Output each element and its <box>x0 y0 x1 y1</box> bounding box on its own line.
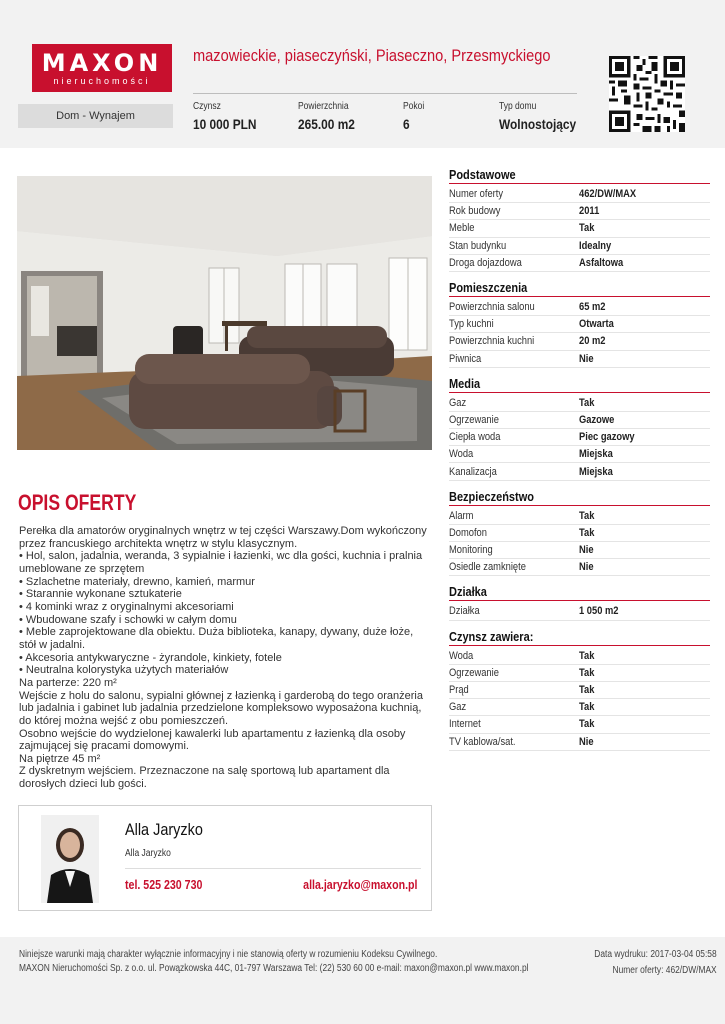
rent-field <box>193 101 268 132</box>
detail-value-text: 1 050 m2 <box>579 605 619 618</box>
description-line: stół w jadalni. <box>19 638 86 651</box>
description-line: • Wbudowane szafy i schowki w całym domu <box>19 613 237 626</box>
detail-value-text: Gazowe <box>579 413 615 426</box>
detail-row <box>449 525 710 542</box>
detail-value-text: Idealny <box>579 239 612 252</box>
description-line: • Neutralna kolorystyka użytych materiałów <box>19 664 229 677</box>
section-title <box>449 168 710 184</box>
detail-label-text: Domofon <box>449 526 487 539</box>
detail-value-text: Tak <box>579 396 595 409</box>
detail-label <box>449 527 579 539</box>
footer-print-date: Data wydruku: 2017-03-04 05:58 <box>594 949 717 960</box>
detail-label-text: Kanalizacja <box>449 465 497 478</box>
detail-row <box>449 559 710 576</box>
detail-label <box>449 397 579 409</box>
detail-value-text: Nie <box>579 735 594 748</box>
detail-label <box>449 257 579 269</box>
detail-value-text: Tak <box>579 684 595 697</box>
rooms-field <box>403 101 428 132</box>
details-section <box>449 281 710 368</box>
detail-row <box>449 446 710 463</box>
description-text <box>19 525 434 791</box>
header-divider <box>193 93 577 94</box>
detail-label <box>449 431 579 443</box>
agent-avatar <box>41 815 99 903</box>
detail-value <box>579 205 603 217</box>
header <box>0 0 725 148</box>
detail-row <box>449 734 710 751</box>
detail-value-text: Nie <box>579 561 594 574</box>
section-title <box>449 490 710 506</box>
description-line: Wejście z holu do salonu, sypialni głównej z łazienką i garderobą do tego oranżeria <box>19 689 423 702</box>
detail-value <box>579 605 625 617</box>
section-title-text: Bezpieczeństwo <box>449 489 534 504</box>
detail-label <box>449 701 579 713</box>
footer-company: MAXON Nieruchomości Sp. z o.o. ul. Powązkowska 44C, 01-797 Warszawa Tel: (22) 530 60 00 e-mail: maxon@maxon.pl www.maxon.pl <box>19 963 529 974</box>
detail-label <box>449 448 579 460</box>
detail-value <box>579 353 596 365</box>
detail-value-text: 2011 <box>579 205 600 218</box>
detail-label-text: Woda <box>449 649 474 662</box>
description-line: • Hol, salon, jadalnia, weranda, 3 sypialnie i łazienki, wc dla gości, kuchnia i pralnia <box>19 550 423 563</box>
detail-row <box>449 203 710 220</box>
detail-value-text: Otwarta <box>579 318 614 331</box>
description-line: • Meble zaprojektowane dla obiektu. Duża biblioteka, kanapy, dywany, duże łoże, <box>19 626 414 639</box>
rooms-label: Pokoi <box>403 101 425 112</box>
detail-value <box>579 527 597 539</box>
description-line: umeblowane ze sprzętem <box>19 562 145 575</box>
description-line: Z dyskretnym wejściem. Przeznaczone na salę sportową lub apartament dla <box>19 765 390 778</box>
detail-row <box>449 351 710 368</box>
area-field <box>298 101 365 132</box>
footer <box>0 937 725 1024</box>
detail-value <box>579 257 631 269</box>
detail-value <box>579 667 597 679</box>
details-section <box>449 585 710 620</box>
detail-label <box>449 561 579 573</box>
offer-type-badge: Dom - Wynajem <box>18 104 173 128</box>
property-details <box>449 168 710 760</box>
area-value: 265.00 m2 <box>298 116 355 132</box>
detail-row <box>449 665 710 682</box>
detail-row <box>449 682 710 699</box>
detail-label <box>449 301 579 313</box>
detail-row <box>449 255 710 272</box>
detail-label-text: Ogrzewanie <box>449 666 499 679</box>
detail-label-text: Ciepła woda <box>449 431 501 444</box>
detail-label-text: Meble <box>449 222 475 235</box>
section-title-text: Media <box>449 376 481 391</box>
detail-value-text: Tak <box>579 526 595 539</box>
detail-label <box>449 205 579 217</box>
detail-label <box>449 718 579 730</box>
detail-value-text: Asfaltowa <box>579 256 624 269</box>
detail-label-text: Woda <box>449 448 474 461</box>
detail-label-text: Numer oferty <box>449 188 504 201</box>
detail-label <box>449 544 579 556</box>
detail-label <box>449 335 579 347</box>
detail-value-text: 462/DW/MAX <box>579 188 637 201</box>
detail-value-text: Piec gazowy <box>579 431 635 444</box>
detail-label <box>449 414 579 426</box>
detail-label <box>449 736 579 748</box>
detail-label-text: Działka <box>449 605 480 618</box>
house-type-label: Typ domu <box>499 101 537 112</box>
detail-value-text: 20 m2 <box>579 335 606 348</box>
detail-label <box>449 650 579 662</box>
detail-label <box>449 605 579 617</box>
detail-value <box>579 466 619 478</box>
detail-value <box>579 318 620 330</box>
section-title <box>449 281 710 297</box>
detail-row <box>449 186 710 203</box>
detail-value-text: 65 m2 <box>579 301 606 314</box>
details-section <box>449 490 710 577</box>
detail-row <box>449 508 710 525</box>
detail-label-text: Monitoring <box>449 544 493 557</box>
detail-value-text: Tak <box>579 701 595 714</box>
maxon-logo[interactable] <box>32 44 172 92</box>
footer-offer-number: Numer oferty: 462/DW/MAX <box>612 965 717 976</box>
detail-value <box>579 431 644 443</box>
description-line: Na parterze: 220 m² <box>19 676 117 689</box>
detail-value-text: Tak <box>579 509 595 522</box>
detail-row <box>449 603 710 620</box>
detail-value <box>579 222 597 234</box>
agent-divider <box>125 868 421 869</box>
area-label: Powierzchnia <box>298 101 349 112</box>
detail-label-text: Rok budowy <box>449 205 501 218</box>
detail-label-text: Typ kuchni <box>449 318 494 331</box>
detail-row <box>449 716 710 733</box>
property-address: mazowieckie, piaseczyński, Piaseczno, Przesmyckiego <box>193 46 551 65</box>
detail-label-text: Droga dojazdowa <box>449 256 522 269</box>
footer-disclaimer: Niniejsze warunki mają charakter wyłącznie informacyjny i nie stanowią oferty w rozumieniu Kodeksu Cywilnego. <box>19 949 438 960</box>
description-line: • Starannie wykonane sztukaterie <box>19 588 182 601</box>
house-type-value: Wolnostojący <box>499 116 577 132</box>
description-line: Perełka dla amatorów oryginalnych wnętrz w tej części Warszawy.Dom wykończony <box>19 525 427 537</box>
description-line: do której można wejść z obu pomieszczeń. <box>19 714 229 727</box>
description-title: OPIS OFERTY <box>18 490 137 515</box>
detail-label-text: Stan budynku <box>449 239 507 252</box>
detail-value <box>579 301 610 313</box>
detail-value <box>579 510 597 522</box>
detail-value <box>579 650 597 662</box>
detail-value-text: Tak <box>579 649 595 662</box>
detail-label <box>449 188 579 200</box>
description-line: przez francuskiego architekta wnętrz w stylu klasycznym. <box>19 537 298 550</box>
details-section <box>449 630 710 751</box>
detail-row <box>449 238 710 255</box>
description-line: lub jadalnia i gabinet lub jadalnia przedzielone kompleksowo wyposażona kuchnią, <box>19 702 422 715</box>
detail-row <box>449 463 710 480</box>
agent-card <box>18 805 432 911</box>
description-line: zajmującej się pracami domowymi. <box>19 740 189 753</box>
detail-label-text: Ogrzewanie <box>449 413 499 426</box>
detail-row <box>449 299 710 316</box>
description-line: • Szlachetne materiały, drewno, kamień, marmur <box>19 575 255 588</box>
living-room-image <box>17 176 432 450</box>
detail-label <box>449 240 579 252</box>
detail-row <box>449 316 710 333</box>
detail-value-text: Nie <box>579 352 594 365</box>
detail-label-text: Alarm <box>449 509 474 522</box>
description-line: • Akcesoria antykwaryczne - żyrandole, kinkiety, fotele <box>19 651 282 664</box>
detail-label-text: Prąd <box>449 684 469 697</box>
detail-value-text: Tak <box>579 718 595 731</box>
house-type-field <box>499 101 590 132</box>
detail-row <box>449 220 710 237</box>
details-section <box>449 377 710 481</box>
detail-label-text: Internet <box>449 718 481 731</box>
property-photo[interactable] <box>17 176 432 450</box>
detail-row <box>449 395 710 412</box>
detail-value <box>579 188 646 200</box>
section-title-text: Podstawowe <box>449 168 516 182</box>
detail-row <box>449 333 710 350</box>
agent-phone-link[interactable]: tel. 525 230 730 <box>125 878 203 892</box>
detail-value <box>579 335 610 347</box>
agent-email-link[interactable]: alla.jaryzko@maxon.pl <box>302 878 417 892</box>
detail-value-text: Tak <box>579 666 595 679</box>
footer-legal <box>19 948 528 976</box>
detail-value-text: Nie <box>579 544 594 557</box>
detail-label-text: Powierzchnia kuchni <box>449 335 535 348</box>
detail-value-text: Miejska <box>579 448 613 461</box>
detail-label-text: Gaz <box>449 701 467 714</box>
description-line: dorosłych dzieci lub gości. <box>19 778 147 791</box>
detail-label-text: Piwnica <box>449 352 482 365</box>
detail-label-text: Powierzchnia salonu <box>449 301 535 314</box>
rent-value: 10 000 PLN <box>193 116 257 132</box>
section-title <box>449 630 710 646</box>
detail-value <box>579 701 597 713</box>
detail-label-text: Gaz <box>449 396 467 409</box>
detail-value <box>579 561 596 573</box>
detail-label-text: Osiedle zamknięte <box>449 561 526 574</box>
detail-row <box>449 429 710 446</box>
agent-subtitle: Alla Jaryzko <box>125 848 171 859</box>
detail-row <box>449 699 710 716</box>
detail-value <box>579 718 597 730</box>
logo-brand: MAXON <box>41 49 163 77</box>
rent-label: Czynsz <box>193 101 221 112</box>
detail-label <box>449 667 579 679</box>
detail-value <box>579 240 617 252</box>
detail-label <box>449 684 579 696</box>
qr-code-icon[interactable] <box>609 56 685 132</box>
detail-label <box>449 222 579 234</box>
detail-value <box>579 684 597 696</box>
section-title <box>449 585 710 601</box>
details-section <box>449 168 710 272</box>
detail-row <box>449 542 710 559</box>
agent-name: Alla Jaryzko <box>125 820 203 839</box>
detail-value-text: Tak <box>579 222 595 235</box>
section-title-text: Pomieszczenia <box>449 280 528 295</box>
detail-value <box>579 414 621 426</box>
detail-label <box>449 318 579 330</box>
detail-value-text: Miejska <box>579 465 613 478</box>
description-line: Osobno wejście do wydzielonej kawalerki lub apartamentu z łazienką dla osoby <box>19 727 406 740</box>
logo-subtitle: nieruchomości <box>53 76 151 86</box>
section-title <box>449 377 710 393</box>
footer-meta <box>595 948 717 978</box>
detail-value <box>579 544 596 556</box>
detail-row <box>449 412 710 429</box>
rooms-value: 6 <box>403 116 410 132</box>
detail-label-text: TV kablowa/sat. <box>449 735 516 748</box>
detail-label <box>449 466 579 478</box>
description-line: • 4 kominki wraz z oryginalnymi akcesoriami <box>19 600 234 613</box>
detail-label <box>449 510 579 522</box>
detail-value <box>579 448 619 460</box>
section-title-text: Czynsz zawiera: <box>449 629 534 644</box>
detail-row <box>449 648 710 665</box>
detail-label <box>449 353 579 365</box>
section-title-text: Działka <box>449 585 487 600</box>
detail-value <box>579 736 596 748</box>
description-line: Na piętrze 45 m² <box>19 752 101 765</box>
detail-value <box>579 397 597 409</box>
